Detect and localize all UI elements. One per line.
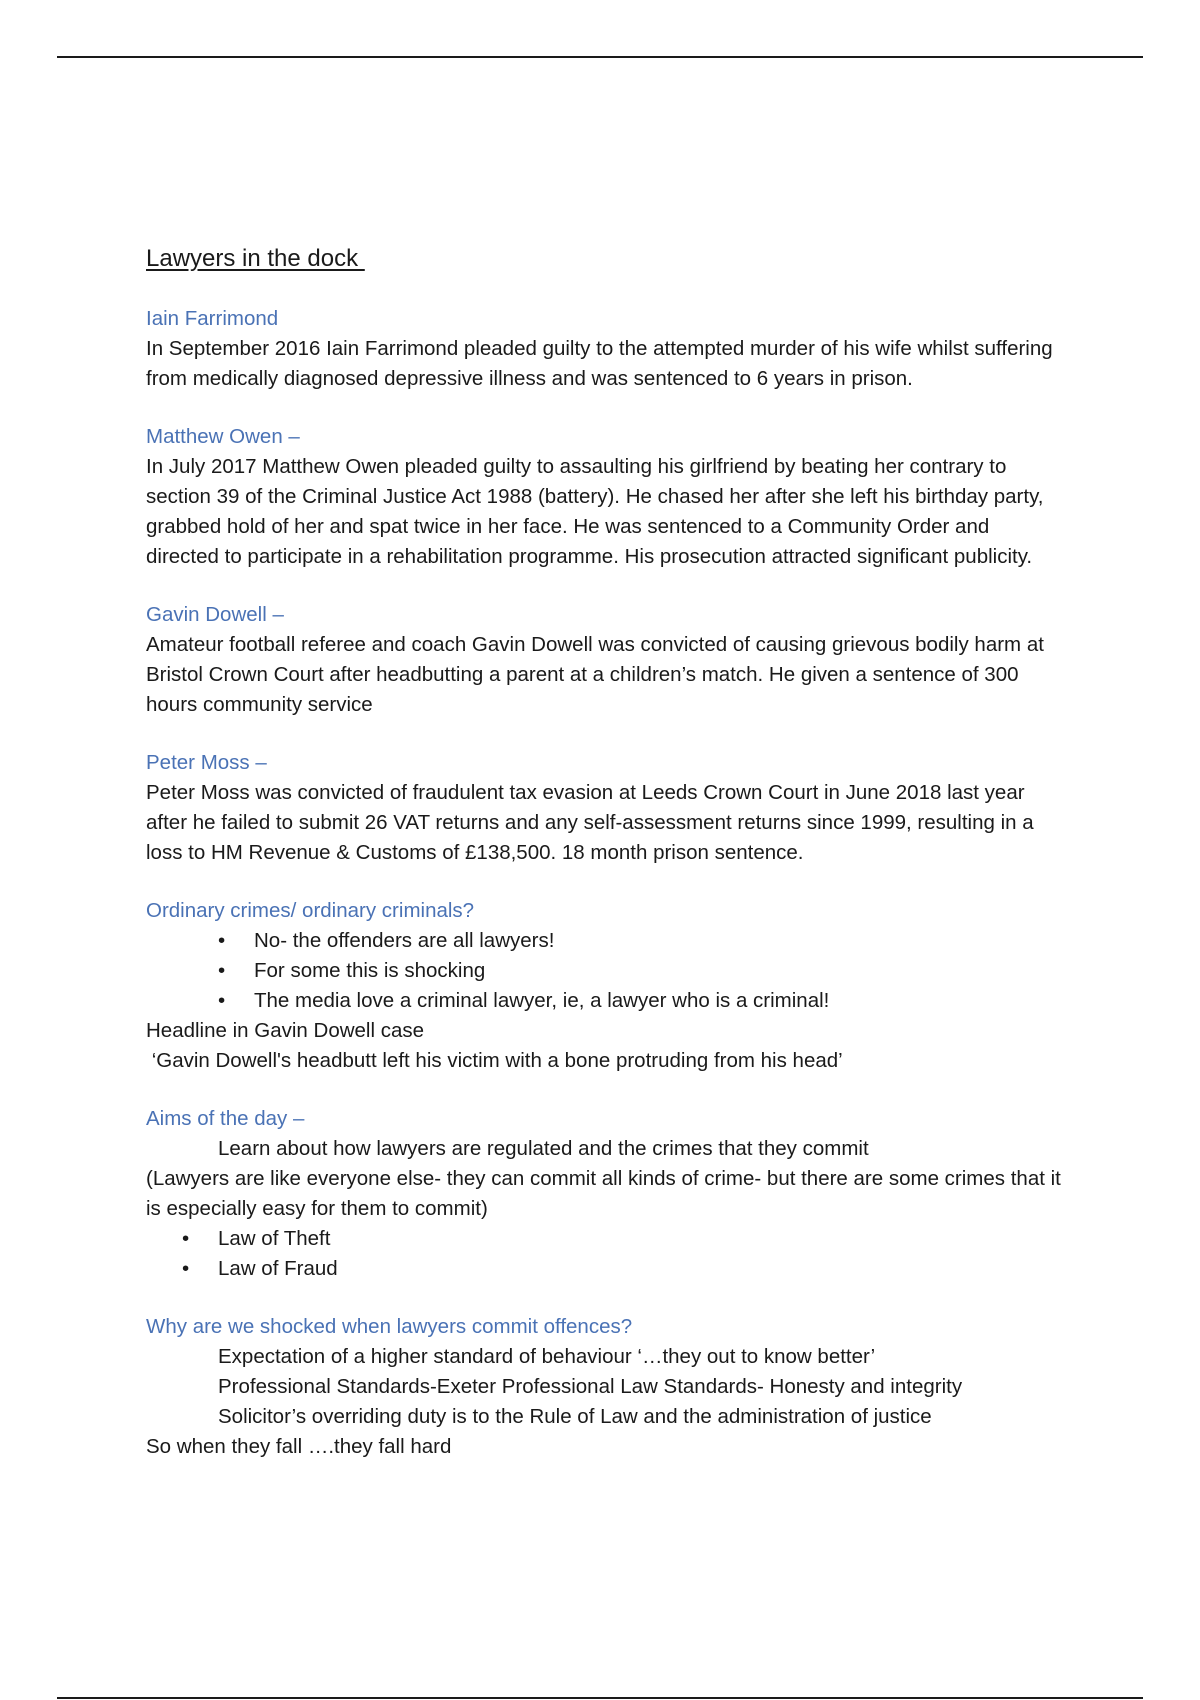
headline-quote: ‘Gavin Dowell's headbutt left his victim with a bone protruding from his head’ <box>146 1049 843 1072</box>
case-heading: Peter Moss – <box>146 751 267 774</box>
bullet-icon: • <box>218 959 226 982</box>
section-heading: Ordinary crimes/ ordinary criminals? <box>146 899 475 922</box>
bullet-list <box>146 1224 1066 1284</box>
list-item-text: The media love a criminal lawyer, ie, a lawyer who is a criminal! <box>254 989 830 1012</box>
list-item-text: Law of Fraud <box>218 1257 338 1280</box>
bullet-icon: • <box>182 1257 190 1280</box>
document-title: Lawyers in the dock <box>146 245 365 272</box>
case-text: Amateur football referee and coach Gavin Dowell was convicted of causing grievous bodily harm at Bristol Crown Court after headbutting a parent at a children’s match. He given a sentence of 300 hours community service <box>146 633 1044 716</box>
bullet-icon: • <box>218 989 226 1012</box>
case-text: Peter Moss was convicted of fraudulent tax evasion at Leeds Crown Court in June 2018 last year after he failed to submit 26 VAT returns and any self-assessment returns since 1999, resulting in a loss to HM Revenue & Customs of £138,500. 18 month prison sentence. <box>146 781 1034 864</box>
case-text: In July 2017 Matthew Owen pleaded guilty to assaulting his girlfriend by beating her contrary to section 39 of the Criminal Justice Act 1988 (battery). He chased her after she left his birthday party, grabbed hold of her and spat twice in her face. He was sentenced to a Community Order and directed to participate in a rehabilitation programme. His prosecution attracted significant publicity. <box>146 455 1044 568</box>
document-body <box>146 242 1066 1490</box>
list-item <box>182 1224 1066 1254</box>
list-item <box>182 1254 1066 1284</box>
bullet-icon: • <box>182 1227 190 1250</box>
headline-label: Headline in Gavin Dowell case <box>146 1019 425 1042</box>
header-rule <box>57 56 1143 58</box>
list-item <box>218 986 1066 1016</box>
list-item-text: No- the offenders are all lawyers! <box>254 929 555 952</box>
case-section-farrimond <box>146 304 1066 394</box>
section-heading: Aims of the day – <box>146 1107 305 1130</box>
case-heading: Matthew Owen – <box>146 425 300 448</box>
bullet-list <box>146 926 1066 1016</box>
list-item <box>218 956 1066 986</box>
why-closing: So when they fall ….they fall hard <box>146 1435 452 1458</box>
aims-note: (Lawyers are like everyone else- they can commit all kinds of crime- but there are some crimes that it is especially easy for them to commit) <box>146 1167 1061 1220</box>
list-item <box>218 926 1066 956</box>
why-line: Solicitor’s overriding duty is to the Rule of Law and the administration of justice <box>218 1405 932 1428</box>
aims-section <box>146 1104 1066 1284</box>
case-section-moss <box>146 748 1066 868</box>
ordinary-crimes-section <box>146 896 1066 1076</box>
list-item-text: Law of Theft <box>218 1227 331 1250</box>
why-shocked-section <box>146 1312 1066 1462</box>
aims-intro: Learn about how lawyers are regulated and the crimes that they commit <box>218 1137 869 1160</box>
list-item-text: For some this is shocking <box>254 959 486 982</box>
case-text: In September 2016 Iain Farrimond pleaded guilty to the attempted murder of his wife whilst suffering from medically diagnosed depressive illness and was sentenced to 6 years in prison. <box>146 337 1053 390</box>
section-heading: Why are we shocked when lawyers commit offences? <box>146 1315 633 1338</box>
case-heading: Iain Farrimond <box>146 307 279 330</box>
bullet-icon: • <box>218 929 226 952</box>
case-heading: Gavin Dowell – <box>146 603 284 626</box>
case-section-dowell <box>146 600 1066 720</box>
case-section-owen <box>146 422 1066 572</box>
why-line: Professional Standards-Exeter Professional Law Standards- Honesty and integrity <box>218 1375 963 1398</box>
why-line: Expectation of a higher standard of behaviour ‘…they out to know better’ <box>218 1345 876 1368</box>
footer-rule <box>57 1697 1143 1699</box>
